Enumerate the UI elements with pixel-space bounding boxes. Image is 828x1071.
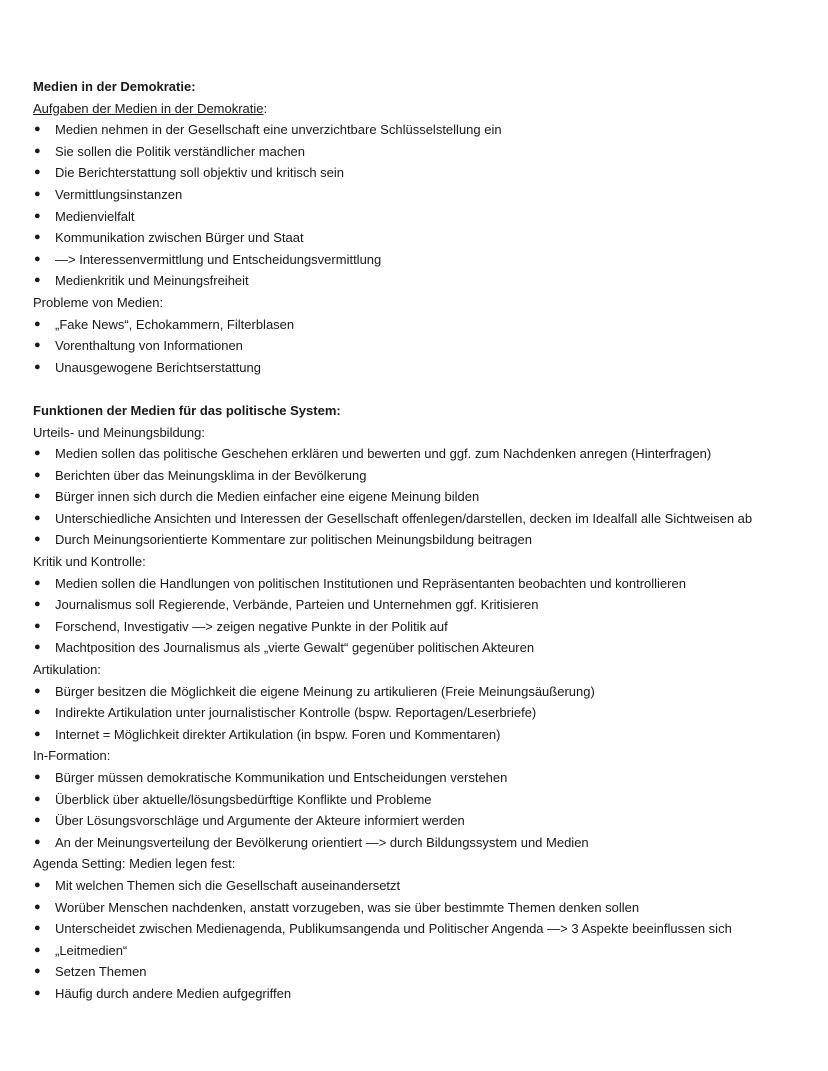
list-item-text: Über Lösungsvorschläge und Argumente der Akteure informiert werden xyxy=(55,813,465,829)
list-item-text: Sie sollen die Politik verständlicher machen xyxy=(55,143,306,159)
bullet-icon: ● xyxy=(34,166,41,179)
list-item-text: Bürger innen sich durch die Medien einfacher eine eigene Meinung bilden xyxy=(55,489,480,505)
bullet-icon: ● xyxy=(34,900,41,913)
list-item-text: Vermittlungsinstanzen xyxy=(55,186,183,202)
list-item-text: —> Interessenvermittlung und Entscheidungsvermittlung xyxy=(55,251,382,267)
list-item-text: Machtposition des Journalismus als „vierte Gewalt“ gegenüber politischen Akteuren xyxy=(55,640,535,656)
block-heading: Probleme von Medien: xyxy=(33,294,164,310)
list-item xyxy=(33,206,813,228)
list-item xyxy=(33,810,813,832)
list-item xyxy=(33,983,813,1005)
bullet-icon: ● xyxy=(34,274,41,287)
bullet-icon: ● xyxy=(34,943,41,956)
bullet-icon: ● xyxy=(34,835,41,848)
bullet-icon: ● xyxy=(34,684,41,697)
list-item-text: Vorenthaltung von Informationen xyxy=(55,338,243,354)
list-item-text: Internet = Möglichkeit direkter Artikulation (in bspw. Foren und Kommentaren) xyxy=(55,726,501,742)
bullet-icon: ● xyxy=(34,878,41,891)
block-heading: In-Formation: xyxy=(33,748,111,764)
list-item-text: „Leitmedien“ xyxy=(55,942,128,958)
bullet-icon: ● xyxy=(34,986,41,999)
document-body xyxy=(33,76,813,1005)
list-item xyxy=(33,227,813,249)
block-heading: Agenda Setting: Medien legen fest: xyxy=(33,856,236,872)
bullet-icon: ● xyxy=(34,771,41,783)
bullet-icon: ● xyxy=(34,641,41,654)
list-item xyxy=(33,573,813,595)
bullet-icon: ● xyxy=(34,144,41,157)
list-item-text: Medien sollen die Handlungen von politischen Institutionen und Repräsentanten beobachten und kontrollieren xyxy=(55,575,686,591)
list-item-text: Journalismus soll Regierende, Verbände, Parteien und Unternehmen ggf. Kritisieren xyxy=(55,597,539,613)
list-item xyxy=(33,897,813,919)
list-item-text: Bürger müssen demokratische Kommunikation und Entscheidungen verstehen xyxy=(55,770,508,785)
list-item xyxy=(33,249,813,271)
list-item-text: An der Meinungsverteilung der Bevölkerung orientiert —> durch Bildungssystem und Medien xyxy=(55,834,589,850)
list-item-text: Die Berichterstattung soll objektiv und kritisch sein xyxy=(55,165,345,181)
bullet-icon: ● xyxy=(34,922,41,935)
block-heading: Kritik und Kontrolle: xyxy=(33,554,146,570)
bullet-icon: ● xyxy=(34,706,41,719)
bullet-icon: ● xyxy=(34,209,41,222)
list-item xyxy=(33,767,813,789)
list-item-text: „Fake News“, Echokammern, Filterblasen xyxy=(55,316,295,332)
bullet-icon: ● xyxy=(34,317,41,330)
bullet-icon: ● xyxy=(34,231,41,244)
list-item xyxy=(33,961,813,983)
list-item-text: Kommunikation zwischen Bürger und Staat xyxy=(55,230,304,246)
list-item-text: Durch Meinungsorientierte Kommentare zur politischen Meinungsbildung beitragen xyxy=(55,532,532,548)
block-heading: Urteils- und Meinungsbildung: xyxy=(33,424,205,440)
list-item xyxy=(33,789,813,811)
bullet-icon: ● xyxy=(34,339,41,352)
bullet-icon: ● xyxy=(34,814,41,827)
list-item xyxy=(33,724,813,746)
list-item xyxy=(33,918,813,940)
list-item-text: Überblick über aktuelle/lösungsbedürftige Konflikte und Probleme xyxy=(55,791,432,807)
list-item xyxy=(33,335,813,357)
bullet-icon: ● xyxy=(34,598,41,611)
list-item xyxy=(33,637,813,659)
section-spacer xyxy=(33,378,813,400)
block-heading-suffix: : xyxy=(263,100,268,116)
list-item-text: Berichten über das Meinungsklima in der Bevölkerung xyxy=(55,467,367,483)
list-item xyxy=(33,119,813,141)
bullet-icon: ● xyxy=(34,792,41,805)
list-item xyxy=(33,875,813,897)
list-item-text: Worüber Menschen nachdenken, anstatt vorzugeben, was sie über bestimmte Themen denken sollen xyxy=(55,899,640,915)
block-heading-text: Aufgaben der Medien in der Demokratie xyxy=(33,100,264,116)
list-item-text: Unausgewogene Berichtserstattung xyxy=(55,359,261,375)
list-item xyxy=(33,508,813,530)
bullet-icon: ● xyxy=(34,187,41,200)
bullet-icon: ● xyxy=(34,490,41,503)
section-title: Funktionen der Medien für das politische System: xyxy=(33,402,341,418)
list-item xyxy=(33,443,813,465)
list-item xyxy=(33,594,813,616)
block-heading: Artikulation: xyxy=(33,662,101,678)
list-item xyxy=(33,702,813,724)
bullet-icon: ● xyxy=(34,252,41,265)
list-item-text: Setzen Themen xyxy=(55,964,147,980)
bullet-icon: ● xyxy=(34,533,41,546)
list-item xyxy=(33,184,813,206)
list-item xyxy=(33,681,813,703)
list-item-text: Medienvielfalt xyxy=(55,208,135,224)
bullet-icon: ● xyxy=(34,360,41,373)
list-item xyxy=(33,270,813,292)
list-item xyxy=(33,141,813,163)
block-heading xyxy=(33,98,813,120)
section-title: Medien in der Demokratie: xyxy=(33,79,196,94)
bullet-icon: ● xyxy=(34,123,41,136)
list-item xyxy=(33,314,813,336)
list-item xyxy=(33,357,813,379)
list-item-text: Medien sollen das politische Geschehen erklären und bewerten und ggf. zum Nachdenken anregen (Hinterfragen) xyxy=(55,446,712,462)
list-item-text: Unterscheidet zwischen Medienagenda, Publikumsangenda und Politischer Angenda —> 3 Aspekte beeinflussen sich xyxy=(55,921,732,937)
bullet-icon: ● xyxy=(34,965,41,978)
bullet-icon: ● xyxy=(34,576,41,589)
list-item xyxy=(33,616,813,638)
list-item-text: Häufig durch andere Medien aufgegriffen xyxy=(55,985,292,1001)
bullet-icon: ● xyxy=(34,619,41,632)
list-item-text: Indirekte Artikulation unter journalistischer Kontrolle (bspw. Reportagen/Leserbriefe) xyxy=(55,705,537,721)
list-item xyxy=(33,162,813,184)
list-item xyxy=(33,940,813,962)
list-item xyxy=(33,529,813,551)
list-item-text: Forschend, Investigativ —> zeigen negative Punkte in der Politik auf xyxy=(55,618,448,634)
list-item xyxy=(33,486,813,508)
list-item-text: Medien nehmen in der Gesellschaft eine unverzichtbare Schlüsselstellung ein xyxy=(55,122,502,138)
bullet-icon: ● xyxy=(34,511,41,524)
list-item-text: Medienkritik und Meinungsfreiheit xyxy=(55,273,249,289)
list-item xyxy=(33,832,813,854)
list-item-text: Unterschiedliche Ansichten und Interessen der Gesellschaft offenlegen/darstellen, decken im Idealfall alle Sichtweisen ab xyxy=(55,510,753,526)
bullet-icon: ● xyxy=(34,447,41,460)
list-item-text: Bürger besitzen die Möglichkeit die eigene Meinung zu artikulieren (Freie Meinungsäußerung) xyxy=(55,683,595,699)
list-item xyxy=(33,465,813,487)
bullet-icon: ● xyxy=(34,727,41,740)
list-item-text: Mit welchen Themen sich die Gesellschaft auseinandersetzt xyxy=(55,877,401,893)
bullet-icon: ● xyxy=(34,468,41,481)
